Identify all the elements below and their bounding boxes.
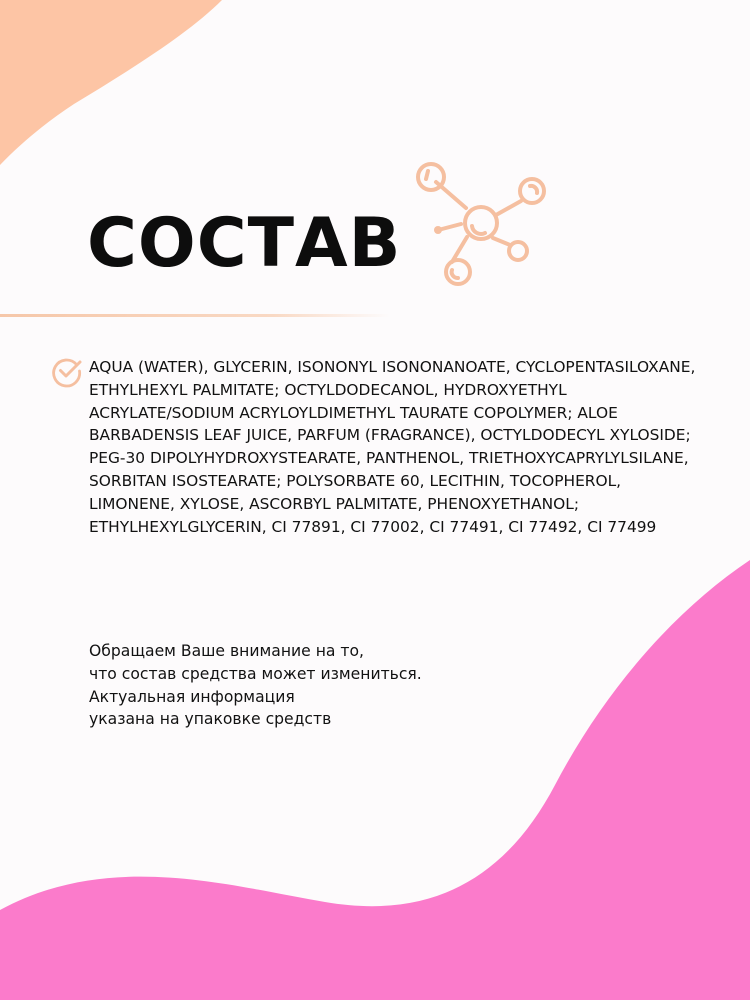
notice-line: указана на упаковке средств	[89, 710, 332, 729]
pink-wave-blob	[0, 560, 750, 1000]
notice-line: что состав средства может измениться.	[89, 664, 422, 683]
title-divider	[0, 314, 390, 317]
notice-line: Актуальная информация	[89, 687, 295, 706]
molecule-icon	[412, 158, 552, 292]
ingredients-list: AQUA (WATER), GLYCERIN, ISONONYL ISONONANOATE, CYCLOPENTASILOXANE, ETHYLHEXYL PALMITATE; OCTYLDODECANOL, HYDROXYETHYL ACRYLATE/SODIUM ACRYLOYLDIMETHYL TAURATE COPOLYMER; ALOE BARBADENSIS LEAF JUICE, PARFUM (FRAGRANCE), OCTYLDODECYL XYLOSIDE; PEG-30 DIPOLYHYDROXYSTEARATE, PANTHENOL, TRIETHOXYCAPRYLYLSILANE, SORBITAN ISOSTEARATE; POLYSORBATE 60, LECITHIN, TOCOPHEROL, LIMONENE, XYLOSE, ASCORBYL PALMITATE, PHENOXYETHANOL; ETHYLHEXYLGLYCERIN, CI 77891, CI 77002, CI 77491, CI 77492, CI 77499	[89, 358, 696, 536]
notice-line: Обращаем Ваше внимание на то,	[89, 642, 364, 660]
page-title: СОСТАВ	[87, 204, 402, 283]
peach-corner-blob	[0, 0, 222, 165]
check-circle-icon	[50, 354, 84, 388]
composition-notice	[89, 640, 529, 731]
